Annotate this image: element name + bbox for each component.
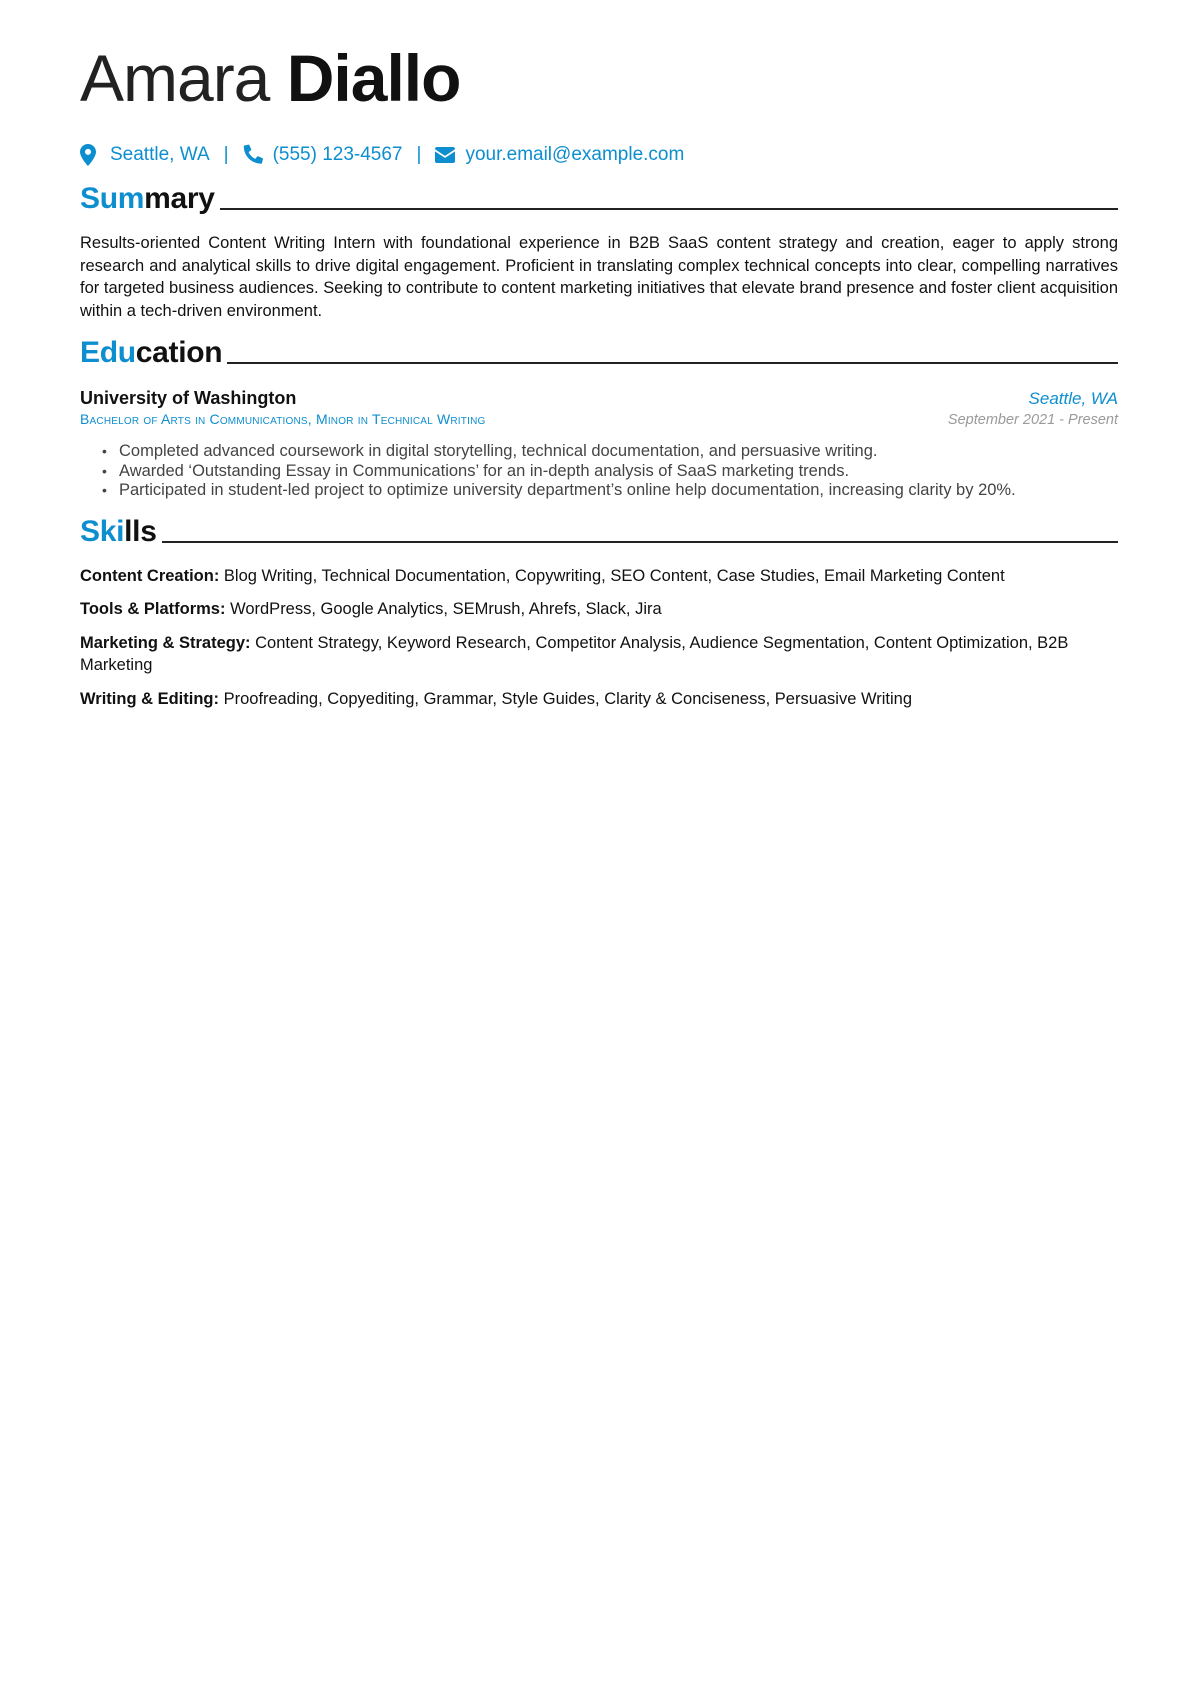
phone-icon	[243, 144, 263, 166]
skill-values: Proofreading, Copyediting, Grammar, Style Guides, Clarity & Conciseness, Persuasive Writing	[223, 689, 913, 708]
education-bullets	[80, 442, 1118, 501]
education-section	[80, 334, 1118, 501]
school-name: University of Washington	[80, 388, 297, 408]
skill-category: Tools & Platforms:	[80, 600, 226, 618]
bullet-icon: •	[102, 462, 107, 479]
skill-category: Content Creation:	[80, 566, 220, 585]
section-title-accent: Edu	[80, 336, 136, 369]
skill-values: Content Strategy, Keyword Research, Competitor Analysis, Audience Segmentation, Content Optimization, B2B Marketing	[80, 633, 1069, 674]
contact-separator: |	[416, 144, 422, 165]
contact-location	[80, 144, 210, 166]
section-title-accent: Ski	[80, 514, 125, 548]
skill-row	[80, 598, 1118, 621]
skill-row	[80, 565, 1118, 588]
candidate-name	[80, 38, 1118, 118]
bullet-text: Completed advanced coursework in digital storytelling, technical documentation, and persuasive writing.	[119, 442, 878, 460]
last-name: Diallo	[286, 41, 461, 115]
section-title-rest: cation	[135, 336, 223, 369]
envelope-icon	[435, 144, 455, 166]
contact-email[interactable]	[435, 144, 684, 166]
bullet-icon: •	[102, 482, 107, 498]
map-pin-icon	[80, 144, 100, 166]
location-text: Seattle, WA	[110, 144, 210, 165]
skill-row	[80, 632, 1118, 677]
section-title	[80, 334, 222, 372]
section-title	[80, 180, 215, 218]
skill-values: Blog Writing, Technical Documentation, Copywriting, SEO Content, Case Studies, Email Marketing Content	[223, 566, 1005, 585]
contact-phone[interactable]	[243, 144, 403, 166]
education-entry-header	[80, 388, 1118, 409]
skill-values: WordPress, Google Analytics, SEMrush, Ahrefs, Slack, Jira	[230, 600, 662, 618]
bullet-text: Participated in student-led project to optimize university department’s online help documentation, increasing clarity by 20%.	[119, 481, 1016, 499]
section-divider	[220, 208, 1118, 210]
list-item	[102, 462, 1118, 482]
first-name: Amara	[80, 41, 270, 115]
bullet-icon: •	[102, 443, 107, 459]
summary-text: Results-oriented Content Writing Intern with foundational experience in B2B SaaS content strategy and creation, eager to apply strong research and analytical skills to drive digital engagement. Proficient in translating complex technical concepts into clear, compelling narratives for targeted business audiences. Seeking to contribute to content marketing initiatives that elevate brand presence and foster client acquisition within a tech-driven environment.	[80, 234, 1118, 320]
list-item	[102, 481, 1118, 501]
skill-row	[80, 688, 1118, 711]
contact-line	[80, 142, 1118, 168]
resume-page	[80, 38, 1118, 721]
education-dates: September 2021 - Present	[947, 412, 1118, 428]
list-item	[102, 442, 1118, 462]
school-location: Seattle, WA	[1028, 389, 1118, 408]
education-heading	[80, 334, 1118, 372]
bullet-text: Awarded ‘Outstanding Essay in Communications’ for an in-depth analysis of SaaS marketing trends.	[119, 461, 850, 480]
degree: Bachelor of Arts in Communications, Minor in Technical Writing	[80, 411, 486, 427]
skill-category: Marketing & Strategy:	[80, 633, 251, 652]
phone-text: (555) 123-4567	[272, 144, 403, 165]
skills-section	[80, 513, 1118, 711]
skills-list	[80, 565, 1118, 711]
summary-section	[80, 180, 1118, 322]
summary-heading	[80, 180, 1118, 218]
section-title	[80, 513, 157, 551]
contact-separator: |	[223, 144, 229, 165]
skills-heading	[80, 513, 1118, 551]
section-divider	[227, 362, 1118, 364]
section-title-accent: Sum	[80, 182, 145, 215]
section-title-rest: mary	[144, 182, 215, 215]
skill-category: Writing & Editing:	[80, 689, 220, 708]
section-title-rest: lls	[124, 514, 157, 548]
education-entry-subheader	[80, 411, 1118, 428]
email-text: your.email@example.com	[465, 144, 685, 165]
section-divider	[162, 541, 1118, 543]
